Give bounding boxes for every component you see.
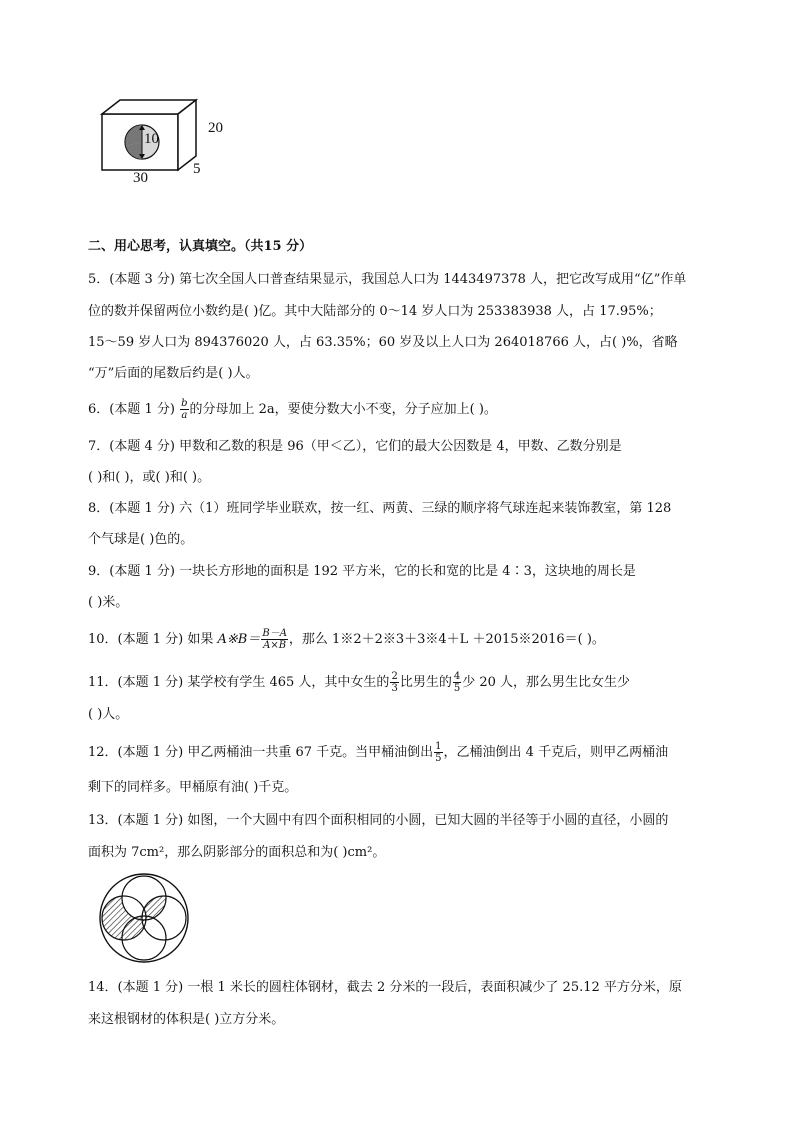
- height-label: 20: [208, 120, 223, 136]
- q11-fraction-2: $\frac{4}{5}$: [453, 671, 461, 694]
- q11-line1: 11．(本题 1 分) 某学校有学生 465 人，其中女生的 $\frac{2}{3}$ 比男生的 $\frac{4}{5}$ 少 20 人，那么男生比女生少: [88, 671, 631, 694]
- depth-label: 5: [193, 161, 201, 177]
- q11-line2: ( )人。: [88, 707, 129, 722]
- q11-fraction-1: $\frac{2}{3}$: [391, 671, 398, 694]
- width-label: 30: [133, 170, 148, 186]
- q9-line2: ( )米。: [88, 595, 129, 610]
- q5-line3: 15～59 岁人口为 894376020 人，占 63.35%；60 岁及以上人口为 264018766 人，占( )%，省略: [88, 335, 678, 350]
- q12-line1: 12．(本题 1 分) 甲乙两桶油一共重 67 千克。当甲桶油倒出 $\frac{1}{5}$ ，乙桶油倒出 4 千克后，则甲乙两桶油: [88, 741, 669, 764]
- q5-line1: 5．(本题 3 分) 第七次全国人口普查结果显示，我国总人口为 1443497378 人，把它改写成用“亿”作单: [88, 272, 687, 287]
- q6-line: 6．(本题 1 分) $\frac{b}{a}$ 的分母加上 2a，要使分数大小不变，分子应加上( )。: [88, 398, 497, 421]
- box-figure: [96, 98, 246, 190]
- q13-line1: 13．(本题 1 分) 如图，一个大圆中有四个面积相同的小圆，已知大圆的半径等于小圆的直径，小圆的: [88, 813, 669, 828]
- q14-line2: 来这根钢材的体积是( )立方分米。: [88, 1012, 285, 1027]
- q9-line1: 9．(本题 1 分) 一块长方形地的面积是 192 平方米，它的长和宽的比是 4∶3，这块地的周长是: [88, 564, 636, 579]
- circle-label: 10: [144, 131, 159, 147]
- q7-line2: ( )和( )，或( )和( )。: [88, 470, 211, 485]
- q5-line2: 位的数并保留两位小数约是( )亿。其中大陆部分的 0～14 岁人口为 253383938 人，占 17.95%；: [88, 304, 662, 319]
- q8-line2: 个气球是( )色的。: [88, 532, 194, 547]
- q14-line1: 14．(本题 1 分) 一根 1 米长的圆柱体钢材，截去 2 分米的一段后，表面积减少了 25.12 平方分米，原: [88, 980, 682, 995]
- circles-figure: [94, 868, 194, 968]
- q12-fraction: $\frac{1}{5}$: [435, 741, 442, 764]
- q5-line4: “万”后面的尾数后约是( )人。: [88, 366, 259, 381]
- q13-line2: 面积为 7cm²，那么阴影部分的面积总和为( )cm²。: [88, 845, 386, 860]
- q7-line1: 7．(本题 4 分) 甲数和乙数的积是 96（甲＜乙），它们的最大公因数是 4，甲数、乙数分别是: [88, 439, 622, 454]
- q10-line: 10．(本题 1 分) 如果 A※B＝ $\frac{B-A}{A\times B}$ ，那么 1※2＋2※3＋3※4＋L ＋2015※2016＝( )。: [88, 628, 605, 651]
- q6-fraction: $\frac{b}{a}$: [181, 398, 188, 421]
- section-heading: 二、用心思考，认真填空。（共15 分）: [88, 239, 313, 254]
- q8-line1: 8．(本题 1 分) 六（1）班同学毕业联欢，按一红、两黄、三绿的顺序将气球连起来装饰教室，第 128: [88, 501, 672, 516]
- q10-fraction: $\frac{B-A}{A\times B}$: [262, 628, 287, 651]
- q12-line2: 剩下的同样多。甲桶原有油( )千克。: [88, 780, 298, 795]
